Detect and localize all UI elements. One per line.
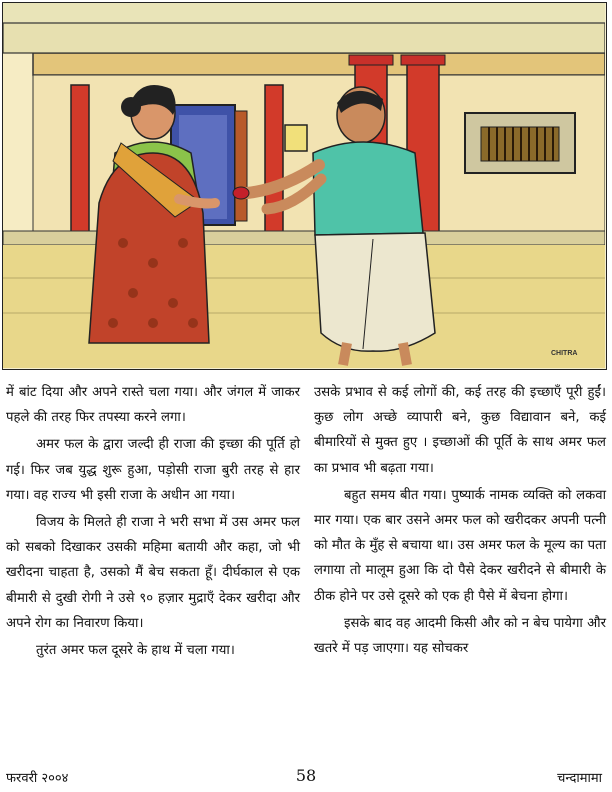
magazine-name: चन्दामामा — [557, 771, 602, 786]
story-illustration — [2, 2, 607, 370]
paragraph: विजय के मिलते ही राजा ने भरी सभा में उस अमर फल को सबको दिखाकर उसकी महिमा बतायी और कहा, जो भी खरीदना चाहता है, उसको मैं बेच सकता हूँ। दीर्घकाल से एक बीमारी से दुखी रोगी ने उसे ९० हज़ार मुद्राएँ देकर खरीदा और अपने रोग का निवारण किया। — [6, 515, 300, 631]
page-number: 58 — [295, 766, 317, 785]
paragraph: उसके प्रभाव से कई लोगों की, कई तरह की इच्छाएँ पूरी हुईं। कुछ लोग अच्छे व्यापारी बने, कुछ विद्यावान बने, कई बीमारियों से मुक्त हुए । इच्छाओं की पूर्ति के साथ अमर फल का प्रभाव भी बढ़ता गया। — [314, 385, 606, 476]
page-footer — [0, 764, 612, 788]
issue-date: फरवरी २००४ — [6, 771, 69, 786]
paragraph: तुरंत अमर फल दूसरे के हाथ में चला गया। — [36, 643, 235, 659]
paragraph: इसके बाद वह आदमी किसी और को न बेच पायेगा और खतरे में पड़ जाएगा। यह सोचकर — [314, 615, 606, 657]
text-column-left — [6, 380, 300, 663]
paragraph: अमर फल के द्वारा जल्दी ही राजा की इच्छा की पूर्ति हो गई। फिर जब युद्ध शुरू हुआ, पड़ोसी राजा बुरी तरह से हार गया। वह राज्य भी इसी राजा के अधीन आ गया। — [6, 437, 300, 503]
text-column-right — [314, 380, 606, 661]
paragraph: में बांट दिया और अपने रास्ते चला गया। और जंगल में जाकर पहले की तरह फिर तपस्या करने लगा। — [6, 385, 300, 426]
artist-signature: CHITRA — [551, 350, 578, 357]
paragraph: बहुत समय बीत गया। पुष्यार्क नामक व्यक्ति को लकवा मार गया। एक बार उसने अमर फल को खरीदकर अपनी पत्नी को मौत के मुँह से बचाया था। उस अमर फल के मूल्य का पता लगाया तो मालूम हुआ कि दो पैसे देकर खरीदने से बीमारी के ठीक होने पर उसे दूसरे को एक ही पैसे में बेचना होगा। — [314, 487, 606, 604]
illustration-man-hands-fruit-to-woman — [3, 3, 605, 368]
